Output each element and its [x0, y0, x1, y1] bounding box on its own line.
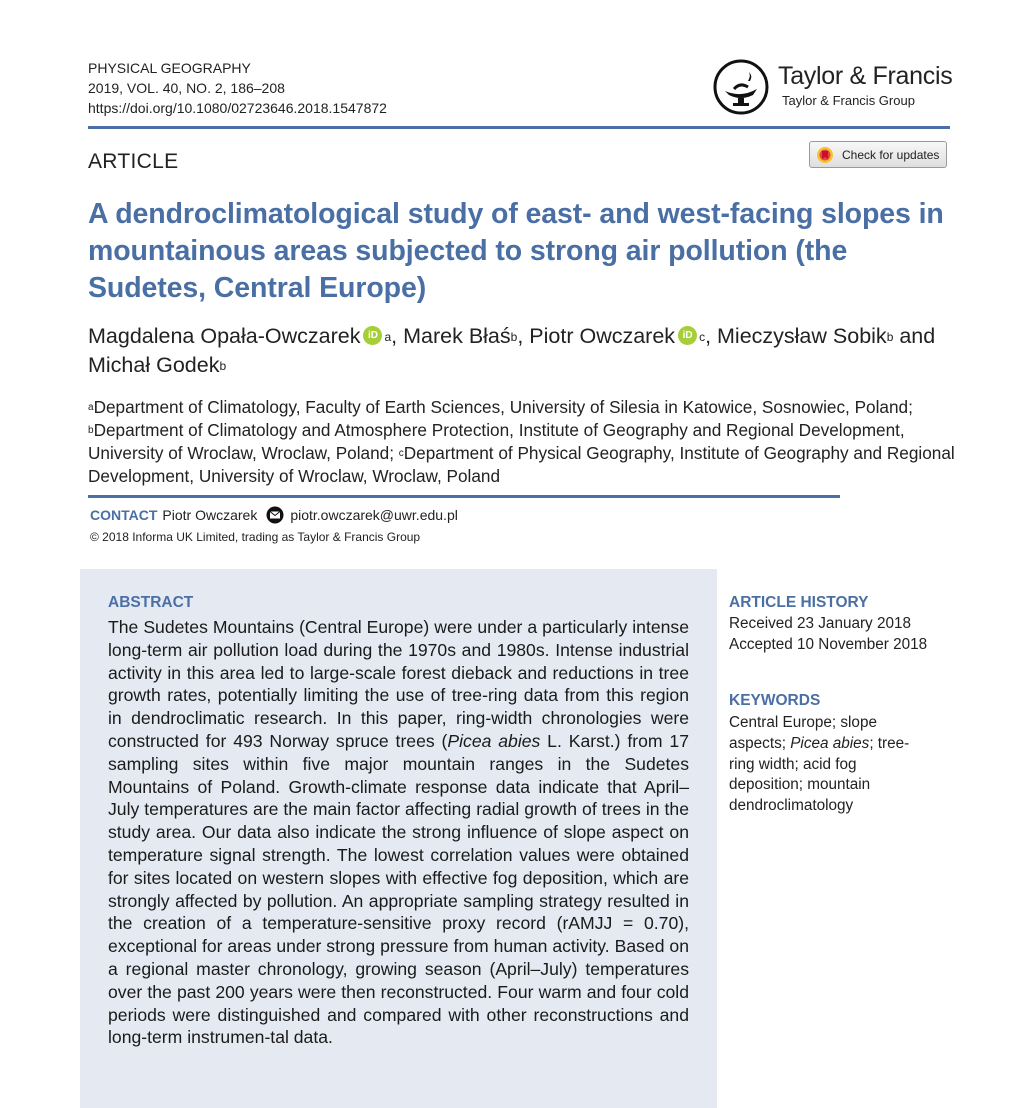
author-name: Marek Błaś — [403, 324, 511, 348]
article-title: A dendroclimatological study of east- and west-facing slopes in mountainous areas subjected to strong air pollution (the Sudetes, Central Europe) — [88, 198, 944, 304]
author-affiliation-mark: b — [886, 330, 894, 344]
keywords-heading: KEYWORDS — [729, 692, 821, 709]
abstract-text-part: L. Karst.) from 17 sampling sites within five major mountain ranges in the Sudetes Mountains of Poland. Growth-climate response data indicate that April–July temperatures are the main factor affecting radial growth of trees in the study area. Our data also indicate the strong influence of slope aspect on temperature signal strength. The lowest correlation values were obtained for sites located on western slopes with effective fog deposition, which are strongly affected by pollution. An appropriate sampling strategy resulted in the creation of a temperature-sensitive proxy record (rAMJJ = 0.70), exceptional for areas under strong pressure from human activity. Based on a regional master chronology, growing season (April–July) temperatures over the past 200 years were then reconstructed. Four warm and four cold periods were distinguished and compared with other reconstructions and long-term instrumen-tal data. — [108, 730, 689, 1048]
author-affiliation-mark: a — [384, 330, 392, 344]
article-type: ARTICLE — [88, 150, 179, 173]
author-name: Magdalena Opała-Owczarek — [88, 324, 361, 348]
contact-name: Piotr Owczarek — [162, 507, 258, 523]
accepted-date: Accepted 10 November 2018 — [729, 635, 928, 653]
affiliations — [88, 396, 968, 488]
orcid-icon[interactable]: iD — [363, 326, 382, 345]
author-affiliation-mark: c — [699, 330, 706, 344]
author-name: Mieczysław Sobik — [717, 324, 887, 348]
affiliation-mark: c — [398, 448, 404, 459]
check-for-updates-label: Check for updates — [842, 147, 940, 162]
publisher-name: Taylor & Francis — [778, 62, 953, 90]
affiliation-text: Department of Climatology and Atmosphere Protection, Institute of Geography and Regional Development, University of Wroclaw, Wroclaw, Poland; — [88, 420, 905, 463]
orcid-icon[interactable]: iD — [678, 326, 697, 345]
journal-volume: 2019, VOL. 40, NO. 2, 186–208 — [88, 80, 285, 96]
affiliation-text: Department of Climatology, Faculty of Earth Sciences, University of Silesia in Katowice, Sosnowiec, Poland; — [93, 397, 913, 417]
publisher-group: Taylor & Francis Group — [782, 93, 915, 108]
author-affiliation-mark: b — [510, 330, 518, 344]
author-affiliation-mark: b — [219, 359, 227, 373]
abstract-text — [108, 616, 689, 1049]
keywords-text: ; tree-ring width; acid fog deposition; mountain dendroclimatology — [729, 734, 910, 815]
contact-line — [90, 506, 458, 524]
received-date: Received 23 January 2018 — [729, 615, 911, 632]
affiliation-mark: a — [88, 402, 94, 413]
author-name: Piotr Owczarek — [529, 324, 676, 348]
envelope-icon — [266, 506, 284, 524]
affiliation-text: Department of Physical Geography, Institute of Geography and Regional Development, University of Wroclaw, Wroclaw, Poland — [88, 443, 955, 486]
check-for-updates-button[interactable] — [809, 141, 947, 168]
contact-email[interactable]: piotr.owczarek@uwr.edu.pl — [290, 507, 458, 523]
bookmark-ribbon-icon — [816, 146, 834, 164]
author-name: Michał Godek — [88, 353, 220, 377]
journal-name: PHYSICAL GEOGRAPHY — [88, 60, 251, 76]
copyright-notice: © 2018 Informa UK Limited, trading as Taylor & Francis Group — [90, 530, 421, 544]
keywords-text: Central Europe; slope aspects; — [729, 714, 877, 752]
abstract-text-part: The Sudetes Mountains (Central Europe) were under a particularly intense long-term air pollution load during the 1970s and 1980s. Intense industrial activity in this area led to large-scale forest dieback and reductions in tree growth rates, potentially limiting the use of tree-ring data from this region in dendroclimatic research. In this paper, ring-width chronologies were constructed for 493 Norway spruce trees ( — [108, 617, 689, 751]
keywords-list — [729, 713, 919, 817]
author-list: Magdalena Opała-Owczarek iD $^a$, Marek Błaś$^b$, Piotr Owczarek iD $^c$, Mieczysław Sobik$^b$ and Michał Godek$^b$ — [88, 324, 936, 377]
header-divider — [88, 126, 950, 129]
affiliation-mark: b — [88, 425, 94, 436]
publisher-logo — [712, 58, 952, 118]
contact-label: CONTACT — [90, 507, 158, 523]
species-name: Picea abies — [447, 730, 541, 751]
lamp-logo-icon — [712, 58, 770, 116]
abstract-heading: ABSTRACT — [108, 594, 194, 611]
article-history-heading: ARTICLE HISTORY — [729, 594, 869, 611]
species-name: Picea abies — [790, 734, 870, 752]
contact-divider — [88, 495, 840, 498]
journal-info — [88, 58, 387, 118]
article-history — [729, 614, 929, 656]
doi-link[interactable]: https://doi.org/10.1080/02723646.2018.1547872 — [88, 100, 387, 116]
